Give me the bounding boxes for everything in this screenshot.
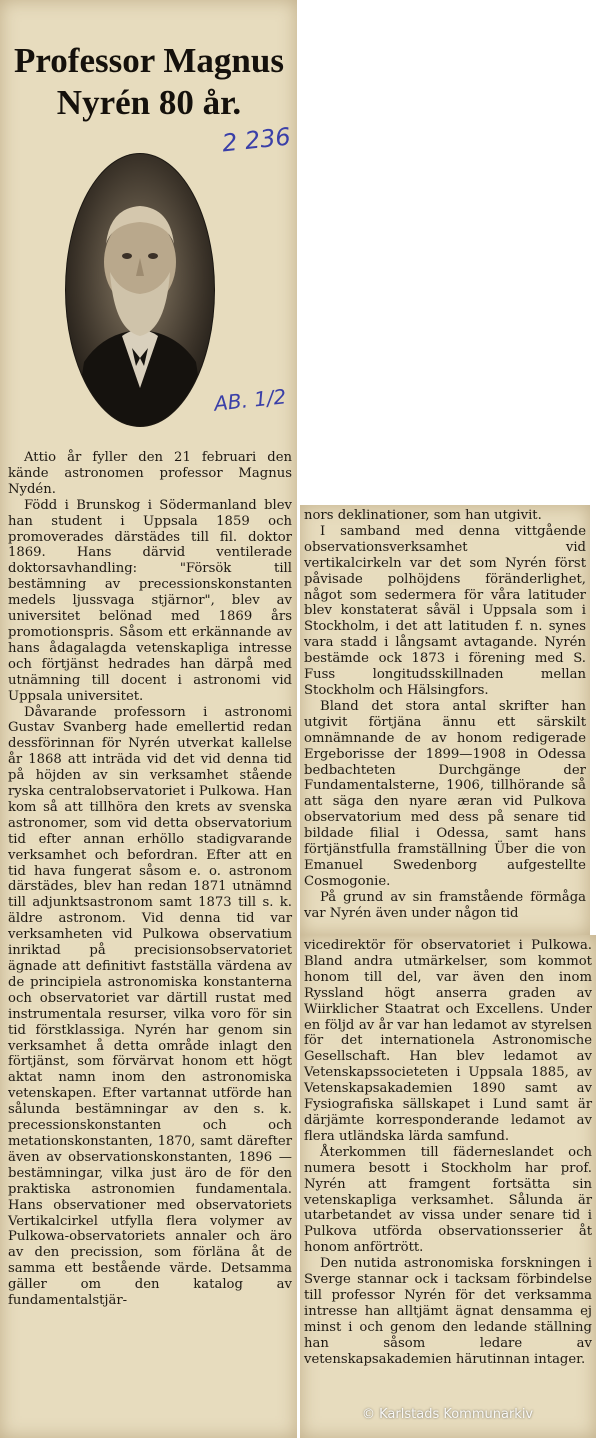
portrait-icon <box>64 152 216 428</box>
portrait-photo <box>64 152 216 428</box>
paragraph: Bland det stora antal skrifter han utgivit förtjäna ännu ett särskilt omnämnande de av honom redigerade Ergeborisse der 1899—1908 in Odessa bedbachteten Durchgänge der Fundamentalsterne, 1906, tillhörande så att säga den nyare æran vid Pulkova observatorium med dess på senare tid bildade filial i Odessa, samt hans förtjänstfulla framställning Über die von Emanuel Swedenborg aufgestellte Cosmogonie. <box>304 698 586 889</box>
headline-line-2: Nyrén 80 år. <box>56 83 242 122</box>
article-headline <box>4 40 294 124</box>
paragraph: vicedirektör för observatoriet i Pulkowa. Bland andra utmärkelser, som kommot honom till del, var även den inom Ryssland högt anserra graden av Wiirklicher Staatrat och Excellens. Under en följd av år var han ledamot av styrelsen för det internationela Astronomische Gesellschaft. Han blev ledamot av Vetenskapssocieteten i Uppsala 1885, av Vetenskapsakademien 1890 samt av Fysiografiska sällskapet i Lund samt är därjämte korresponderande ledamot av flera utländska lärda samfund. <box>304 938 592 1144</box>
article-column-left <box>8 450 292 1309</box>
paragraph: Dåvarande professorn i astronomi Gustav Svanberg hade emellertid redan dessförinnan för Nyrén utverkat kallelse år 1868 att inträda vid det vid denna tid på höjden av sin verksamhet stående ryska centralobservatoriet i Pulkowa. Han kom så att tillhöra den krets av svenska astronomer, som vid detta observatorium tid efter annan erhöllo stadigvarande verksamhet och befordran. Efter att en tid hava fungerat såsom e. o. astronom därstädes, blev han redan 1871 utnämnd till adjunktsastronom samt 1873 till s. k. äldre astronom. Vid denna tid var verksamheten vid Pulkowa observatium inriktad på precisionsobservatoriet ägnade att definitivt fastställa värdena av de principiela astronomiska konstanterna och observatoriet var därtill rustat med instrumentala resurser, vilka voro för sin tid förstklassiga. Nyrén har genom sin verksamhet å detta område inlagt den förtjänst, som förvärvat honom ett högt aktat namn inom den astronomiska vetenskapen. Efter vartannat utförde han sålunda bestämningar av den s. k. precessionskonstanten och och metationskonstanten, 1870, samt därefter även av observationskonstanten, 1896 — bestämningar, vilka just äro de för den praktiska astronomien fundamentala. Hans observationer med observatoriets Vertikalcirkel utfylla flera volymer av Pulkowa-observatoriets annaler och äro av den precission, som förläna åt de samma ett bestående värde. Detsamma gäller om den katalog av fundamentalstjär- <box>8 704 292 1309</box>
paragraph: Återkommen till fäderneslandet och numera besott i Stockholm har prof. Nyrén att framgent fortsätta sin vetenskapliga verksamhet. Sålunda är utarbetandet av vissa under senare tid i Pulkova utförda observationsserier åt honom anförtrött. <box>304 1144 592 1256</box>
paragraph: nors deklinationer, som han utgivit. <box>304 508 542 523</box>
article-column-right-lower <box>304 938 592 1367</box>
paragraph: I samband med denna vittgående observationsverksamhet vid vertikalcirkeln var det som Nyrén först påvisade polhöjdens föränderlighet, något som sedermera för våra latituder blev konstaterat såväl i Uppsala som i Stockholm, i det att latituden f. n. synes vara stadd i långsamt avtagande. Nyrén bestämde ock 1873 i förening med S. Fuss longitudsskillnaden mellan Stockholm och Hälsingfors. <box>304 523 586 698</box>
paragraph: Född i Brunskog i Södermanland blev han student i Uppsala 1859 och promoverades därstädes till fil. doktor 1869. Hans därvid ventilerade doktorsavhandling: "Försök till bestämning av precessionskonstanten medels ljussvaga stjärnor", blev av universitet belönad med 1869 års promotionspris. Såsom ett erkännande av hans ådagalagda vetenskapliga intresse och förtjänst hedrades han därpå med utnämning till docent i astronomi vid Uppsala universitet. <box>8 497 292 704</box>
archive-watermark: © Karlstads Kommunarkiv <box>362 1407 534 1422</box>
handwritten-number: 2 236 <box>220 122 292 158</box>
paragraph: Den nutida astronomiska forskningen i Sverge stannar ock i tacksam förbindelse till professor Nyrén för det verksamma intresse han alltjämt ägnat densamma ej minst i och genom den ledande ställning han såsom ledare av vetenskapsakademien härutinnan intager. <box>304 1256 592 1367</box>
paragraph: Attio år fyller den 21 februari den kände astronomen professor Magnus Nydén. <box>8 450 292 497</box>
paragraph: På grund av sin framstående förmåga var Nyrén även under någon tid <box>304 889 586 921</box>
headline-line-1: Professor Magnus <box>14 41 284 80</box>
handwritten-initials: AB. 1/2 <box>212 384 288 416</box>
article-column-right-upper <box>304 508 586 922</box>
